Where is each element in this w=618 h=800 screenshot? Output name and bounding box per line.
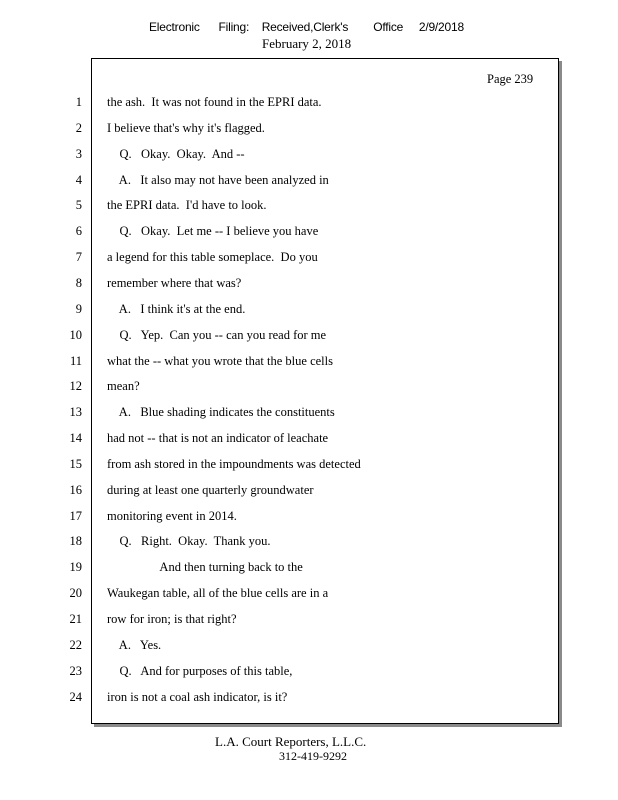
line-number: 19 bbox=[69, 560, 82, 574]
line-text: row for iron; is that right? bbox=[107, 612, 237, 626]
line-text: mean? bbox=[107, 379, 140, 393]
line-number: 23 bbox=[69, 664, 82, 678]
line-number: 20 bbox=[69, 586, 82, 600]
line-text: from ash stored in the impoundments was detected bbox=[107, 457, 361, 471]
stamp-date: 2/9/2018 bbox=[418, 20, 464, 34]
line-text: Q. And for purposes of this table, bbox=[107, 664, 293, 678]
line-number: 1 bbox=[75, 95, 82, 109]
line-text: Waukegan table, all of the blue cells are in a bbox=[107, 586, 329, 600]
line-number: 15 bbox=[69, 457, 82, 471]
line-number: 7 bbox=[75, 250, 82, 264]
line-number: 10 bbox=[69, 328, 82, 342]
footer-company: L.A. Court Reporters, L.L.C. bbox=[215, 734, 367, 749]
line-number: 4 bbox=[75, 173, 82, 187]
line-number: 2 bbox=[75, 121, 82, 135]
line-text: the EPRI data. I'd have to look. bbox=[107, 198, 267, 212]
filing-stamp bbox=[149, 20, 464, 34]
line-number: 21 bbox=[69, 612, 82, 626]
line-text: A. Blue shading indicates the constituents bbox=[107, 405, 335, 419]
footer-phone: 312-419-9292 bbox=[279, 749, 347, 763]
line-text: I believe that's why it's flagged. bbox=[107, 121, 265, 135]
line-text: remember where that was? bbox=[107, 276, 242, 290]
line-text: iron is not a coal ash indicator, is it? bbox=[107, 690, 288, 704]
line-number: 17 bbox=[69, 509, 82, 523]
line-text: monitoring event in 2014. bbox=[107, 509, 237, 523]
line-text: A. I think it's at the end. bbox=[107, 302, 246, 316]
line-number: 6 bbox=[75, 224, 82, 238]
line-number: 9 bbox=[75, 302, 82, 316]
line-number: 12 bbox=[69, 379, 82, 393]
line-number: 8 bbox=[75, 276, 82, 290]
line-text: A. It also may not have been analyzed in bbox=[107, 173, 329, 187]
stamp-electronic: Electronic bbox=[149, 20, 200, 34]
line-number: 5 bbox=[75, 198, 82, 212]
line-text: Q. Okay. Okay. And -- bbox=[107, 147, 245, 161]
line-text: And then turning back to the bbox=[107, 560, 303, 574]
line-number: 22 bbox=[69, 638, 82, 652]
line-number: 3 bbox=[75, 147, 82, 161]
line-text: A. Yes. bbox=[107, 638, 162, 652]
line-text: Q. Yep. Can you -- can you read for me bbox=[107, 328, 327, 342]
line-text: had not -- that is not an indicator of leachate bbox=[107, 431, 329, 445]
line-text: during at least one quarterly groundwater bbox=[107, 483, 314, 497]
page-number: Page 239 bbox=[487, 72, 534, 86]
stamp-filing: Filing: bbox=[218, 20, 250, 34]
line-number: 18 bbox=[69, 534, 82, 548]
line-number: 13 bbox=[69, 405, 82, 419]
stamp-office: Office bbox=[373, 20, 404, 34]
line-number: 14 bbox=[69, 431, 82, 445]
line-number: 24 bbox=[69, 690, 82, 704]
line-text: what the -- what you wrote that the blue cells bbox=[107, 354, 333, 368]
line-text: Q. Okay. Let me -- I believe you have bbox=[107, 224, 319, 238]
line-number: 11 bbox=[69, 354, 82, 368]
line-number: 16 bbox=[69, 483, 82, 497]
stamp-received: Received,Clerk's bbox=[261, 20, 349, 34]
line-text: Q. Right. Okay. Thank you. bbox=[107, 534, 271, 548]
line-text: the ash. It was not found in the EPRI data. bbox=[107, 95, 322, 109]
line-text: a legend for this table someplace. Do you bbox=[107, 250, 318, 264]
stamp-filed-date: February 2, 2018 bbox=[262, 36, 352, 51]
